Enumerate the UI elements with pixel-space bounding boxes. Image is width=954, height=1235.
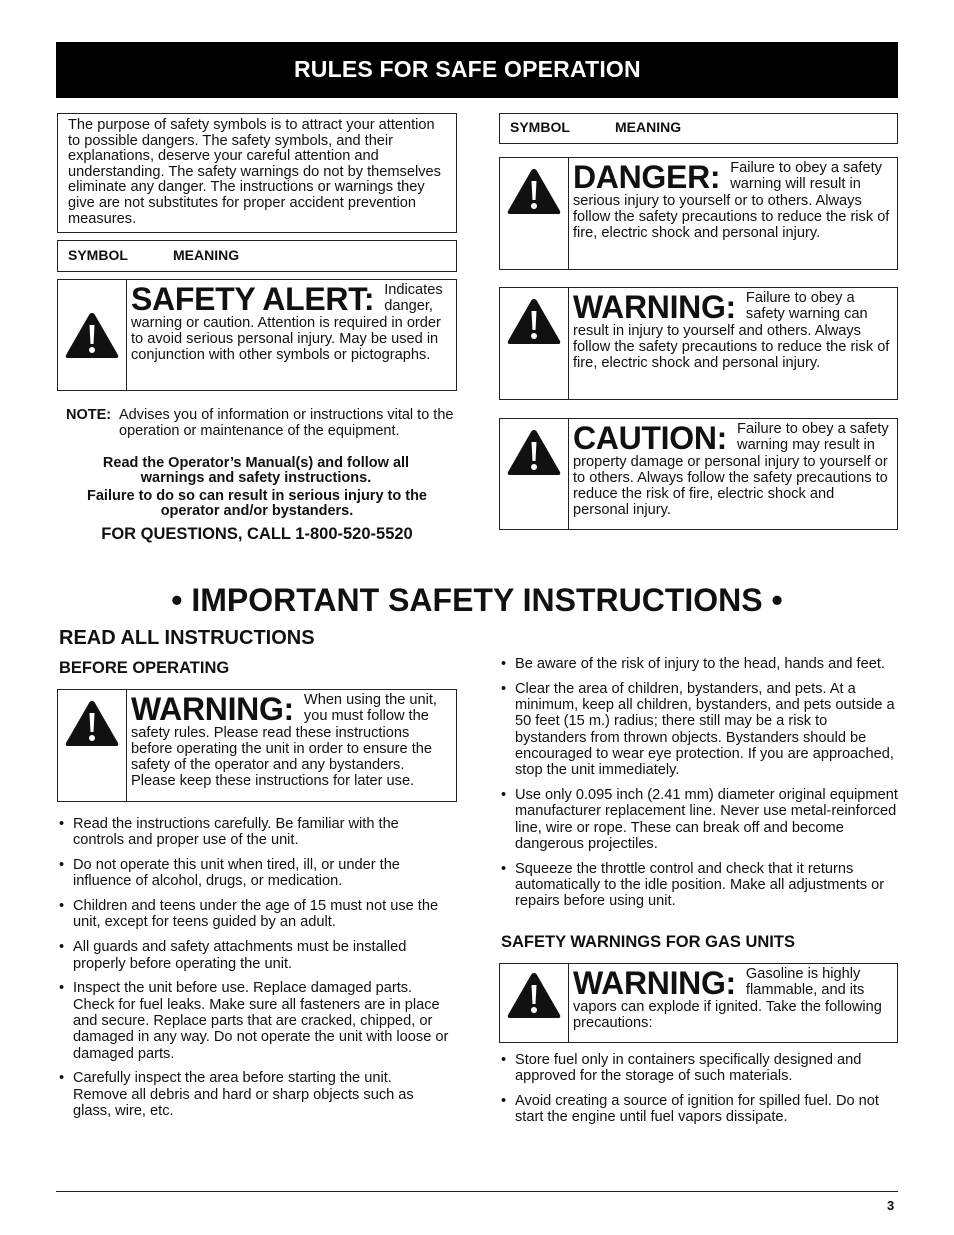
warning-triangle-icon [506, 166, 562, 216]
list-item: • All guards and safety attachments must be installed properly before operating the unit. [57, 939, 449, 972]
intro-text: The purpose of safety symbols is to attract your attention to possible dangers. The safety symbols, and their explanations, deserve your careful attention and understanding. The safety warnings do not by themselves eliminate any danger. The instructions or warnings they give are not substitutes for proper accident prevention measures. [68, 117, 441, 227]
list-item: • Children and teens under the age of 15 must not use the unit, except for teens guided by an adult. [57, 898, 449, 931]
list-item: • Avoid creating a source of ignition for spilled fuel. Do not start the engine until fuel vapors dissipate. [499, 1093, 899, 1126]
list-item: • Do not operate this unit when tired, ill, or under the influence of alcohol, drugs, or medication. [57, 857, 449, 890]
note-label: NOTE: [66, 407, 112, 423]
section-title: RULES FOR SAFE OPERATION [294, 56, 641, 82]
warning-triangle-icon [64, 310, 120, 360]
list-item: • Read the instructions carefully. Be familiar with the controls and proper use of the unit. [57, 816, 449, 849]
intro-box [57, 113, 457, 233]
warning-text: Failure to obey a safety warning can result in injury to yourself and others. Always follow the safety precautions to reduce the risk of fire, electric shock and personal injury. [573, 290, 890, 372]
list-item: • Be aware of the risk of injury to the head, hands and feet. [499, 656, 899, 672]
warning-triangle-icon [506, 427, 562, 477]
list-item: • Clear the area of children, bystanders, and pets. At a minimum, keep all children, bystanders, and pets outside a 50 feet (15 m.) radius; there still may be a risk to bystanders from thrown objects. Bystanders should be encouraged to wear eye protection. If you are approached, stop the unit immediately. [499, 681, 899, 779]
main-title: • IMPORTANT SAFETY INSTRUCTIONS • [171, 582, 783, 618]
before-operating-list [57, 816, 449, 1128]
list-item: • Inspect the unit before use. Replace damaged parts. Check for fuel leaks. Make sure all fasteners are in place and secure. Replace parts that are cracked, chipped, or damaged in any way. Do not operate the unit with loose or damaged parts. [57, 980, 449, 1061]
safety-alert-box [57, 279, 457, 391]
list-item: • Squeeze the throttle control and check that it returns automatically to the idle position. Make all adjustments or repairs before using unit. [499, 861, 899, 910]
safety-list [499, 656, 899, 918]
questions-phone: FOR QUESTIONS, CALL 1-800-520-5520 [101, 525, 413, 543]
meaning-label: MEANING [615, 119, 682, 135]
before-operating-heading: BEFORE OPERATING [59, 659, 230, 677]
meaning-label: MEANING [173, 247, 240, 263]
warning-word: WARNING: [131, 691, 294, 727]
read-manual-text: Read the Operator’s Manual(s) and follow all warnings and safety instructions. [102, 455, 410, 486]
gas-units-heading: SAFETY WARNINGS FOR GAS UNITS [501, 933, 795, 951]
note [66, 407, 456, 439]
warning-box-before-operating [57, 689, 457, 802]
warning-word: WARNING: [573, 289, 736, 325]
danger-text: Failure to obey a safety warning will result in serious injury to yourself or to others. Always follow the safety precautions to reduce the risk of fire, electric shock and personal injury. [573, 160, 890, 242]
safety-alert-text: Indicates danger, warning or caution. Attention is required in order to avoid serious personal injury. May be used in conjunction with other symbols or pictographs. [131, 282, 443, 364]
danger-box [499, 157, 898, 270]
warning-box [499, 287, 898, 400]
gas-safety-list [499, 1052, 899, 1134]
note-text: Advises you of information or instructions vital to the operation or maintenance of the equipment. [119, 407, 454, 439]
failure-text: Failure to do so can result in serious injury to the operator and/or bystanders. [87, 488, 427, 519]
caution-text: Failure to obey a safety warning may result in property damage or personal injury to yourself or to others. Always follow the safety precautions to reduce the risk of fire, electric shock and personal injury. [573, 421, 889, 519]
list-item: • Store fuel only in containers specifically designed and approved for the storage of such materials. [499, 1052, 899, 1085]
warning-box-gas [499, 963, 898, 1043]
symbol-meaning-header-left [57, 240, 457, 272]
warning-word: WARNING: [573, 965, 736, 1001]
list-item: • Carefully inspect the area before starting the unit. Remove all debris and hard or sharp objects such as glass, wire, etc. [57, 1070, 449, 1119]
warning-triangle-icon [506, 296, 562, 346]
safety-alert-word: SAFETY ALERT: [131, 281, 375, 317]
symbol-meaning-header-right [499, 113, 898, 144]
section-header [56, 42, 898, 98]
warning-text: When using the unit, you must follow the safety rules. Please read these instructions before operating the unit in order to ensure the safety of the operator and any bystanders. Please keep these instructions for later use. [131, 692, 437, 790]
warning-triangle-icon [64, 698, 120, 748]
warning-text: Gasoline is highly flammable, and its vapors can explode if ignited. Take the following precautions: [573, 966, 882, 1031]
page-number: 3 [887, 1198, 895, 1213]
read-all-heading: READ ALL INSTRUCTIONS [59, 627, 315, 649]
danger-word: DANGER: [573, 159, 721, 195]
list-item: • Use only 0.095 inch (2.41 mm) diameter original equipment manufacturer replacement line. Never use metal-reinforced line, wire or rope. These can break off and become dangerous projectiles. [499, 787, 899, 852]
caution-word: CAUTION: [573, 420, 728, 456]
footer-rule [56, 1191, 898, 1192]
symbol-label: SYMBOL [68, 247, 128, 263]
symbol-label: SYMBOL [510, 119, 570, 135]
warning-triangle-icon [506, 970, 562, 1020]
caution-box [499, 418, 898, 530]
